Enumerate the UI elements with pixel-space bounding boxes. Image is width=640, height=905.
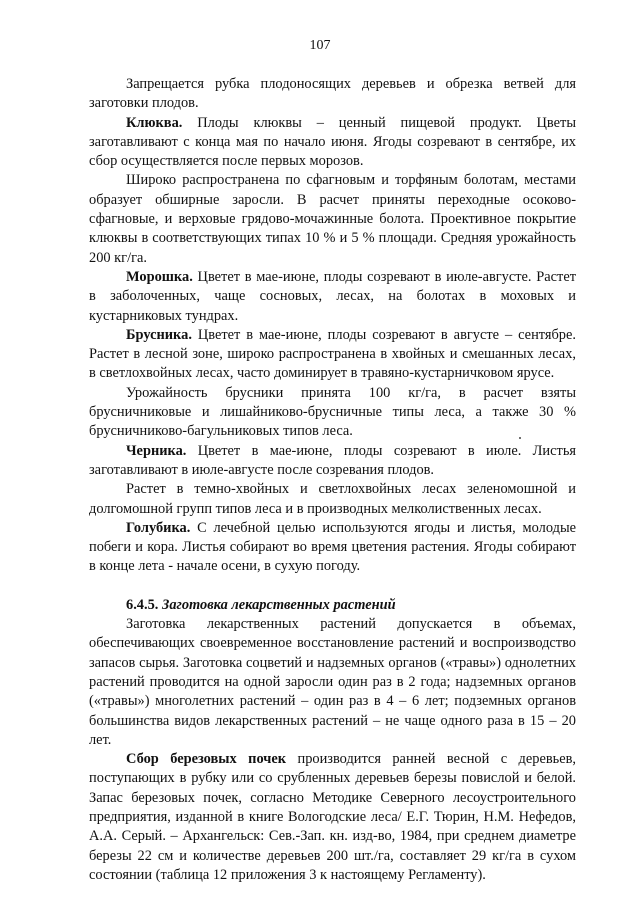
section-number: 6.4.5. — [126, 596, 159, 613]
page-number: 107 — [309, 38, 331, 53]
paragraph-bilberry — [89, 442, 576, 481]
paragraph-lingonberry-yield — [89, 384, 576, 442]
document-body — [89, 75, 576, 885]
paragraph-lead: Черника. — [126, 442, 187, 459]
paragraph-text: Запрещается рубка плодоносящих деревьев и обрезка ветвей для заготовки плодов. — [89, 76, 576, 112]
paragraph-text: Цветет в мае-июне, плоды созревают в августе – сентябре. Растет в лесной зоне, широко распространена в хвойных и смешанных лесах, в светлохвойных лесах, часто доминирует в травяно-кустарничковом ярусе. — [89, 326, 576, 382]
paragraph-fruit-felling — [89, 75, 576, 114]
paragraph-medicinal-harvest — [89, 615, 576, 750]
paragraph-lingonberry — [89, 326, 576, 384]
paragraph-text: Заготовка лекарственных растений допускается в объемах, обеспечивающих своевременное восстановление растений и воспроизводство запасов сырья. Заготовка соцветий и надземных органов («травы») однолетних растений проводится на одной заросли один раз в 2 года; надземных органов («травы») многолетних растений – один раз в 4 – 6 лет; подземных органов большинства видов лекарственных растений – не чаще одного раза в 15 – 20 лет. — [89, 616, 576, 748]
paragraph-birch-buds — [89, 750, 576, 885]
paragraph-lead: Голубика. — [126, 519, 191, 536]
paragraph-text: Цветет в мае-июне, плоды созревают в июле-августе. Растет в заболоченных, чаще сосновых, лесах, на болотах в моховых и кустарниковых тундрах. — [89, 268, 576, 324]
paragraph-cranberry — [89, 114, 576, 172]
paragraph-lead: Клюква. — [126, 114, 183, 131]
section-title: Заготовка лекарственных растений — [162, 596, 396, 613]
paragraph-text: производится ранней весной с деревьев, поступающих в рубку или со срубленных деревьев березы повислой и белой. Запас березовых почек, согласно Методике Северного лесоустроительного предприятия, изданной в книге Вологодские леса/ Е.Г. Тюрин, Н.М. Нефедов, А.А. Серый. – Архангельск: Сев.-Зап. кн. изд-во, 1984, при среднем диаметре березы 22 см и количестве деревьев 200 шт./га, составляет 29 кг/га в сухом состоянии (таблица 12 приложения 3 к настоящему Регламенту). — [89, 751, 576, 883]
paragraph-lead: Морошка. — [126, 268, 193, 285]
paragraph-text: С лечебной целью используются ягоды и листья, молодые побеги и кора. Листья собирают во время цветения растения. Ягоды собирают в конце лета - начале осени, в сухую погоду. — [89, 519, 576, 575]
paragraph-text: Урожайность брусники принята 100 кг/га, в расчет взяты брусничниковые и лишайниково-брусничные типы леса, а также 30 % брусничниково-багульниковых типов леса. — [89, 384, 576, 440]
paragraph-text: Широко распространена по сфагновым и торфяным болотам, местами образует обширные заросли. В расчет приняты переходные осоково-сфагновые, и верховые грядово-мочажинные болота. Проективное покрытие клюквы в соответствующих типах 10 % и 5 % площади. Средняя урожайность 200 кг/га. — [89, 172, 576, 266]
paragraph-blueberry — [89, 519, 576, 577]
paragraph-lead: Брусника. — [126, 326, 192, 343]
paragraph-text: Цветет в мае-июне, плоды созревают в июле. Листья заготавливают в июле-августе после созревания плодов. — [89, 442, 576, 478]
paragraph-bilberry-habitat — [89, 480, 576, 519]
paragraph-text: Растет в темно-хвойных и светлохвойных лесах зеленомошной и долгомошной групп типов леса и в производных мелколиственных лесах. — [89, 481, 576, 517]
paragraph-cloudberry — [89, 268, 576, 326]
paragraph-text: Плоды клюквы – ценный пищевой продукт. Цветы заготавливают с конца мая по начало июня. Ягоды созревают в сентябре, их сбор осуществляется после первых морозов. — [89, 114, 576, 170]
scan-speck — [519, 437, 521, 439]
paragraph-cranberry-habitat — [89, 171, 576, 267]
paragraph-lead: Сбор березовых почек — [126, 751, 287, 768]
section-heading — [89, 596, 576, 615]
section-spacer — [89, 577, 576, 596]
